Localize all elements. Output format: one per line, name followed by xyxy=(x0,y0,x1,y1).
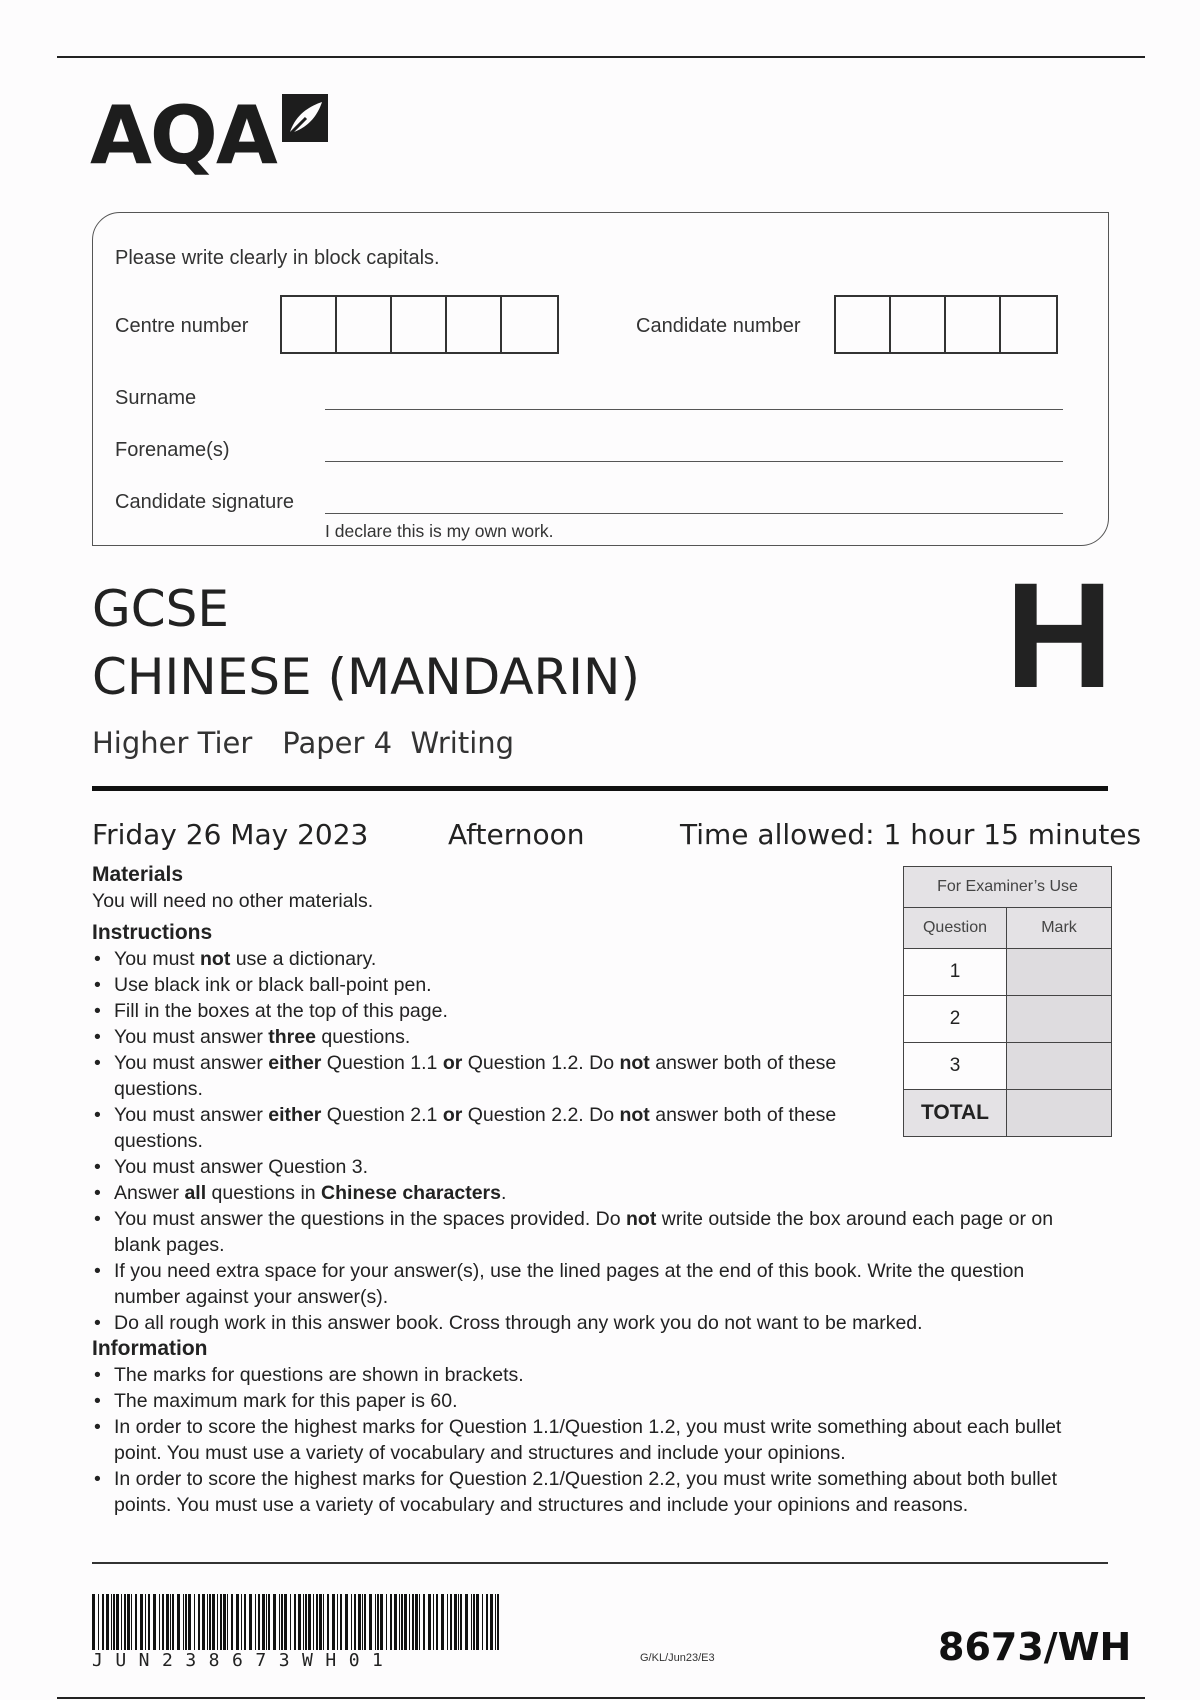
barcode-bar xyxy=(436,1594,438,1650)
barcode-bar xyxy=(433,1594,434,1650)
examiner-use-table xyxy=(903,866,1112,1137)
barcode-bar xyxy=(262,1594,265,1650)
information-item: • The maximum mark for this paper is 60. xyxy=(92,1388,1092,1414)
barcode-bar xyxy=(177,1594,180,1650)
mark-column-header: Mark xyxy=(1007,908,1112,949)
barcode-bar xyxy=(460,1594,462,1650)
instruction-item: • Answer all questions in Chinese characters. xyxy=(92,1180,1092,1206)
barcode-bar xyxy=(185,1594,187,1650)
barcode-bar xyxy=(217,1594,218,1650)
barcode-bar xyxy=(236,1594,239,1650)
barcode-bar xyxy=(135,1594,137,1650)
instruction-item: • You must answer either Question 2.1 or Question 2.2. Do not answer both of these questions. xyxy=(92,1102,874,1154)
barcode-bar xyxy=(473,1594,475,1650)
barcode-bar xyxy=(337,1594,338,1650)
paper-code: 8673/WH xyxy=(938,1625,1132,1669)
barcode-bar xyxy=(140,1594,143,1650)
barcode-bar xyxy=(447,1594,448,1650)
total-mark-cell xyxy=(1007,1090,1112,1137)
barcode-bar xyxy=(268,1594,270,1650)
barcode-bar xyxy=(358,1594,361,1650)
barcode-bar xyxy=(249,1594,252,1650)
barcode-bar xyxy=(159,1594,160,1650)
instruction-item: • You must answer either Question 1.1 or Question 1.2. Do not answer both of these questions. xyxy=(92,1050,874,1102)
barcode-bar xyxy=(148,1594,150,1650)
barcode-bar xyxy=(364,1594,366,1650)
exam-date: Friday 26 May 2023 xyxy=(92,818,369,851)
information-list xyxy=(92,1362,1092,1518)
exam-session: Afternoon xyxy=(448,818,585,851)
centre-digit-box[interactable] xyxy=(282,297,337,352)
barcode-bar xyxy=(428,1594,431,1650)
barcode-bar xyxy=(273,1594,276,1650)
barcode-bar xyxy=(332,1594,335,1650)
barcode-bar xyxy=(172,1594,174,1650)
barcode-bar xyxy=(305,1594,307,1650)
barcode-bar xyxy=(153,1594,156,1650)
barcode-bar xyxy=(423,1594,425,1650)
barcode-bar xyxy=(116,1594,119,1650)
barcode-bar xyxy=(241,1594,242,1650)
barcode-bar xyxy=(308,1594,311,1650)
barcode-bar xyxy=(198,1594,200,1650)
barcode-bar xyxy=(415,1594,418,1650)
barcode-bar xyxy=(441,1594,444,1650)
information-item: • The marks for questions are shown in brackets. xyxy=(92,1362,1092,1388)
logo-text: AQA xyxy=(90,89,276,182)
barcode-bar xyxy=(207,1594,208,1650)
footer-rule xyxy=(92,1562,1108,1564)
barcode-bar xyxy=(111,1594,112,1650)
centre-digit-box[interactable] xyxy=(447,297,502,352)
barcode-bar xyxy=(284,1594,287,1650)
forenames-label: Forename(s) xyxy=(115,439,230,461)
barcode-bar xyxy=(121,1594,122,1650)
barcode-bar xyxy=(375,1594,376,1650)
barcode-bar xyxy=(327,1594,329,1650)
qualification-title: GCSE xyxy=(92,580,229,638)
aqa-leaf-icon xyxy=(280,92,330,144)
barcode-bar xyxy=(279,1594,280,1650)
barcode-bar xyxy=(351,1594,352,1650)
total-label: TOTAL xyxy=(904,1090,1007,1137)
signature-field[interactable] xyxy=(325,513,1063,514)
information-heading: Information xyxy=(92,1337,208,1360)
barcode-bar xyxy=(482,1594,483,1650)
centre-digit-box[interactable] xyxy=(392,297,447,352)
barcode-bar xyxy=(486,1594,488,1650)
mark-cell xyxy=(1007,1043,1112,1090)
barcode-bar xyxy=(450,1594,452,1650)
question-number: 2 xyxy=(904,996,1007,1043)
barcode-bar xyxy=(458,1594,459,1650)
barcode-text: JUN238673WH01 xyxy=(92,1650,396,1671)
candidate-details-box xyxy=(92,212,1109,546)
barcode-bar xyxy=(266,1594,267,1650)
question-number: 3 xyxy=(904,1043,1007,1090)
tier-paper-line xyxy=(92,726,544,760)
barcode-bar xyxy=(258,1594,260,1650)
barcode-bar xyxy=(102,1594,104,1650)
information-item: • In order to score the highest marks for Question 1.1/Question 1.2, you must write something about each bullet point. You must use a variety of vocabulary and structures and include your opinions. xyxy=(92,1414,1092,1466)
barcode-bar xyxy=(386,1594,387,1650)
candidate-number-boxes[interactable] xyxy=(834,295,1058,354)
barcode-bar xyxy=(316,1594,318,1650)
barcode-bar xyxy=(380,1594,383,1650)
barcode-bar xyxy=(131,1594,132,1650)
barcode-bar xyxy=(183,1594,184,1650)
instruction-item: • Do all rough work in this answer book. Cross through any work you do not want to be marked. xyxy=(92,1310,1092,1336)
barcode-bar xyxy=(170,1594,171,1650)
barcode-bar xyxy=(298,1594,301,1650)
information-item: • In order to score the highest marks for Question 2.1/Question 2.2, you must write something about both bullet points. You must use a variety of vocabulary and structures and include your opinions and reasons. xyxy=(92,1466,1092,1518)
barcode-bar xyxy=(223,1594,226,1650)
signature-label: Candidate signature xyxy=(115,491,295,513)
barcode-bar xyxy=(127,1594,130,1650)
barcode-bar xyxy=(92,1594,95,1650)
materials-heading: Materials xyxy=(92,863,184,886)
candidate-digit-box[interactable] xyxy=(891,297,946,352)
barcode-bar xyxy=(345,1594,348,1650)
barcode-bar xyxy=(227,1594,228,1650)
barcode-bar xyxy=(495,1594,496,1650)
question-number: 1 xyxy=(904,949,1007,996)
barcode-bar xyxy=(369,1594,372,1650)
document-reference: G/KL/Jun23/E3 xyxy=(640,1652,715,1664)
block-capitals-prompt: Please write clearly in block capitals. xyxy=(115,247,440,269)
barcode-bar xyxy=(409,1594,410,1650)
barcode-bar xyxy=(294,1594,296,1650)
centre-digit-box[interactable] xyxy=(502,297,557,352)
tier-label: Higher Tier xyxy=(92,726,253,760)
barcode-bar xyxy=(303,1594,304,1650)
question-column-header: Question xyxy=(904,908,1007,949)
centre-digit-box[interactable] xyxy=(337,297,392,352)
barcode-bar xyxy=(401,1594,403,1650)
centre-number-label: Centre number xyxy=(115,315,249,337)
bottom-rule xyxy=(57,1697,1145,1699)
barcode-bar xyxy=(412,1594,414,1650)
mark-cell xyxy=(1007,996,1112,1043)
barcode-bar xyxy=(354,1594,356,1650)
barcode-bar xyxy=(362,1594,363,1650)
surname-field[interactable] xyxy=(325,409,1063,410)
candidate-number-label: Candidate number xyxy=(636,315,801,337)
time-allowed: Time allowed: 1 hour 15 minutes xyxy=(680,818,1142,851)
barcode-bar xyxy=(404,1594,407,1650)
barcode-bar xyxy=(319,1594,322,1650)
barcode xyxy=(92,1594,502,1650)
barcode-bar xyxy=(194,1594,195,1650)
barcode-bar xyxy=(166,1594,169,1650)
barcode-bar xyxy=(212,1594,215,1650)
examiner-table-title: For Examiner’s Use xyxy=(904,867,1112,908)
surname-label: Surname xyxy=(115,387,197,409)
barcode-bar xyxy=(124,1594,126,1650)
aqa-logo xyxy=(90,88,330,184)
barcode-bar xyxy=(231,1594,233,1650)
barcode-bar xyxy=(340,1594,342,1650)
top-rule xyxy=(57,56,1145,58)
tier-letter: H xyxy=(1005,551,1114,719)
instruction-item: • You must not use a dictionary. xyxy=(92,946,1092,972)
barcode-bar xyxy=(113,1594,115,1650)
barcode-bar xyxy=(377,1594,379,1650)
barcode-bar xyxy=(497,1594,499,1650)
barcode-bar xyxy=(209,1594,211,1650)
heading-rule xyxy=(92,786,1108,791)
forenames-field[interactable] xyxy=(325,461,1063,462)
barcode-bar xyxy=(106,1594,109,1650)
instruction-item: • Fill in the boxes at the top of this page. xyxy=(92,998,1092,1024)
barcode-bar xyxy=(188,1594,191,1650)
subject-title: CHINESE (MANDARIN) xyxy=(92,648,640,706)
centre-number-boxes[interactable] xyxy=(280,295,559,354)
barcode-bar xyxy=(162,1594,164,1650)
barcode-bar xyxy=(145,1594,146,1650)
barcode-bar xyxy=(313,1594,314,1650)
instruction-item: • Use black ink or black ball-point pen. xyxy=(92,972,1092,998)
candidate-digit-box[interactable] xyxy=(836,297,891,352)
instruction-item: • You must answer Question 3. xyxy=(92,1154,1092,1180)
barcode-bar xyxy=(323,1594,324,1650)
barcode-bar xyxy=(454,1594,457,1650)
barcode-bar xyxy=(202,1594,205,1650)
barcode-bar xyxy=(290,1594,291,1650)
barcode-bar xyxy=(490,1594,493,1650)
barcode-bar xyxy=(244,1594,246,1650)
barcode-bar xyxy=(98,1594,99,1650)
barcode-bar xyxy=(419,1594,420,1650)
instruction-item: • If you need extra space for your answer(s), use the lined pages at the end of this book. Write the question number against your answer(s). xyxy=(92,1258,1092,1310)
candidate-digit-box[interactable] xyxy=(946,297,1001,352)
barcode-bar xyxy=(399,1594,400,1650)
mark-cell xyxy=(1007,949,1112,996)
barcode-bar xyxy=(394,1594,397,1650)
barcode-bar xyxy=(471,1594,472,1650)
barcode-bar xyxy=(465,1594,468,1650)
instruction-item: • You must answer the questions in the spaces provided. Do not write outside the box around each page or on blank pages. xyxy=(92,1206,1092,1258)
declaration-text: I declare this is my own work. xyxy=(325,521,554,541)
barcode-bar xyxy=(390,1594,392,1650)
barcode-bar xyxy=(476,1594,479,1650)
materials-text: You will need no other materials. xyxy=(92,890,374,912)
barcode-bar xyxy=(255,1594,256,1650)
candidate-digit-box[interactable] xyxy=(1001,297,1056,352)
barcode-bar xyxy=(281,1594,283,1650)
paper-label: Paper 4 Writing xyxy=(282,726,515,760)
barcode-bar xyxy=(220,1594,222,1650)
instruction-item: • You must answer three questions. xyxy=(92,1024,1092,1050)
instructions-heading: Instructions xyxy=(92,921,213,944)
